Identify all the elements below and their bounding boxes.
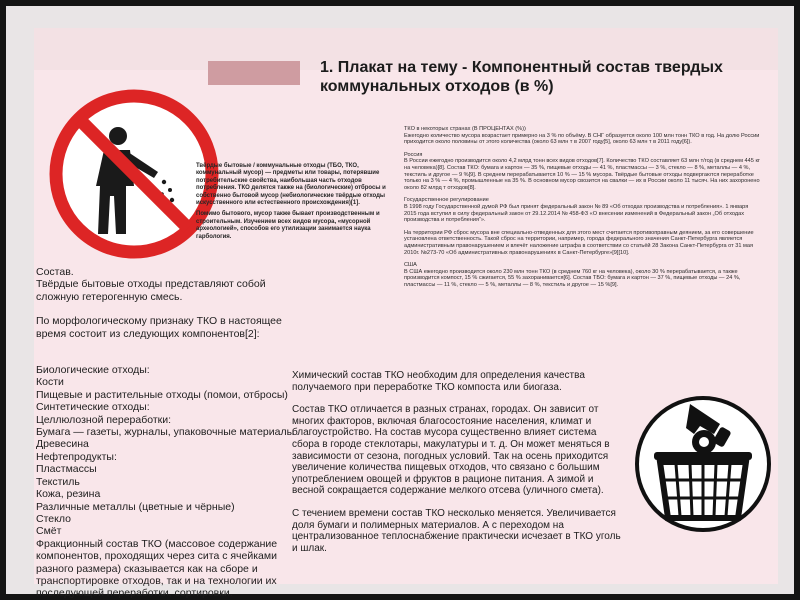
component-item: Смёт — [36, 525, 62, 538]
component-item: Кости — [36, 376, 64, 389]
component-item: Синтетические отходы: — [36, 401, 150, 414]
morphology-text: По морфологическому признаку ТКО в настоящее время состоит из следующих компонентов[2]: — [36, 315, 282, 340]
stats-block — [404, 197, 762, 223]
title-color-box — [208, 61, 300, 85]
stats-text: В 1998 году Государственной думой РФ был принят федеральный закон № 89 «Об отходах производства и потребления». 1 января 2015 года вступил в силу федеральный закон от 29.12.2014 № 458-ФЗ «О внесении изменений в Федеральный закон „Об отходах производства и потребления“». — [404, 203, 749, 224]
stats-block — [404, 126, 762, 146]
poster-title: 1. Плакат на тему - Компонентный состав твердых коммунальных отходов (в %) — [320, 59, 723, 95]
component-item: Пластмассы — [36, 463, 97, 476]
component-item: Нефтепродукты: — [36, 450, 117, 463]
stats-heading: Россия — [404, 151, 423, 158]
poster — [34, 28, 778, 600]
stats-block — [404, 152, 762, 192]
stats-heading: США — [404, 262, 417, 269]
chemistry-paragraph: Состав ТКО отличается в разных странах, городах. Он зависит от многих факторов, включая благосостояние населения, климат и благоустройство. На состав мусора существенно влияет система сбора в городе стеклотары, макулатуры и т. д. Он может меняться в зависимости от сезона, погодных условий. Так на осень приходится увеличение количества пищевых отходов, что связано с большим употреблением овощей и фруктов в рационе питания. А зимой и весной сокращается содержание мелкого отсева (уличного смета). — [292, 404, 610, 497]
component-item: Текстиль — [36, 475, 80, 488]
stats-block — [404, 230, 762, 256]
component-item: Пищевые и растительные отходы (помои, отбросы) — [36, 388, 288, 401]
stats-text: На территории РФ сброс мусора вне специально-отведенных для этого мест считается противоправным деянием, за его совершение установлена ответственность. Такой сброс на территории, например, города федерального значения Санкт-Петербурга является административным правонарушением и влечёт наложение штрафа в соответствии со статьёй 28 Закона Санкт-Петербурга от 31 мая 2010г. №273-70 «Об административных правонарушениях в Санкт-Петербурге»[9][10]. — [404, 229, 754, 256]
chemistry-paragraph: С течением времени состав ТКО несколько меняется. Увеличивается доля бумаги и полимерных материалов. А с переходом на централизованное теплоснабжение практически исчезает в ТКО уголь и шлак. — [292, 507, 621, 554]
fraction-text: Фракционный состав ТКО (массовое содержание компонентов, проходящих через сита с ячейками разного размера) сказывается как на сборе и транспортировке отходов, так и на технологии их последующей переработки, сортировки. — [36, 537, 278, 600]
stats-block — [404, 262, 762, 288]
composition-column — [36, 266, 304, 600]
composition-intro: Твёрдые бытовые отходы представляют собой сложную гетерогенную смесь. — [36, 278, 266, 303]
definition-paragraph: Помимо бытового, мусор также бывает производственным и строительным. Изучением всех видов мусора, «мусорной археологией», способов его утилизации занимается наука гарбология. — [196, 211, 380, 240]
stats-heading: Государственное регулирование — [404, 197, 489, 204]
stats-text: Ежегодно количество мусора возрастает примерно на 3 % по объёму. В СНГ образуется около 100 млн тонн ТКО в год. На долю России приходится около половины от этого количества (около 63 млн т в 2007 году[5], около 63 млн т в 2011 году[6]). — [404, 132, 760, 146]
component-item: Древесина — [36, 438, 89, 451]
definition-paragraph: Твёрдые бытовые / коммунальные отходы (ТБО, ТКО, коммунальный мусор) — предметы или товары, потерявшие потребительские свойства, наибольшая часть отходов потребления. ТКО делятся также на (биологические) отбросы и собственно бытовой мусор (небиологические твёрдые отходы искусственного или естественного происхождения)[1]. — [196, 163, 386, 207]
component-item: Кожа, резина — [36, 488, 101, 501]
component-item: Биологические отходы: — [36, 364, 150, 377]
slide-frame — [6, 6, 794, 600]
statistics-column — [404, 126, 762, 294]
composition-heading: Состав. — [36, 266, 74, 278]
component-item: Целлюлозной переработки: — [36, 413, 172, 426]
stats-heading: ТКО в некоторых странах (В ПРОЦЕНТАХ (%)) — [404, 126, 526, 132]
stats-text: В России ежегодно производится около 4,2 млрд тонн всех видов отходов[7]. Количество ТКО составляет 63 млн т/год (в среднем 445 кг на человека)[8]. Состав ТКО: бумага и картон — 35 %, пищевые отходы — 41 %, пластмассы — 3 %, стекло — 8 %, металлы — 4 %, текстиль и другое — 9 %[9]. В среднем перерабатывается 10 % — 15 % мусора. Твёрдые бытовые отходы подвергаются переработке только на 3 % — 4 %, промышленные на 35 %. В основном мусор свозится на свалки — их в России около 11 тысяч. На них захоронено около 82 млрд т отходов[8]. — [404, 158, 760, 191]
definition-text — [196, 163, 396, 245]
component-item: Стекло — [36, 512, 71, 525]
stats-text: В США ежегодно производится около 230 млн тонн ТКО (в среднем 760 кг на человека), около 30 % перерабатывается, а также производится компост, 15 % сжигается, 55 % захоранивается[6]. Состав ТБО: бумага и картон — 37 %, пищевые отходы — 24 %, пластмассы — 11 %, стекло — 5 %, металлы — 8 %, текстиль и другое — 15 %[9]. — [404, 268, 741, 288]
component-item: Бумага — газеты, журналы, упаковочные материалы — [36, 426, 295, 439]
recycling-basket-icon — [634, 394, 772, 534]
chemistry-paragraph: Химический состав ТКО необходим для определения качества получаемого при переработке ТКО компоста или биогаза. — [292, 370, 585, 393]
component-item: Различные металлы (цветные и чёрные) — [36, 500, 235, 513]
chemistry-column — [292, 370, 622, 565]
